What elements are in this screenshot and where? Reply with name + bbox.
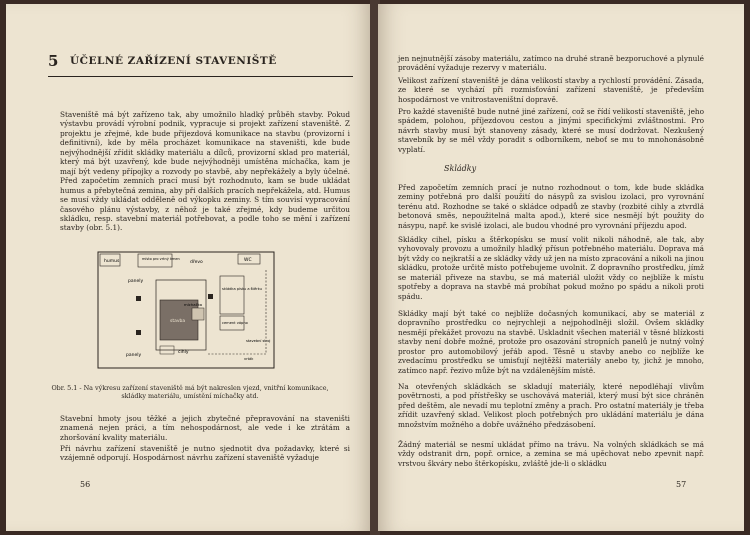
subheading-skladky: Skládky <box>444 164 477 173</box>
site-plan-figure <box>96 250 276 370</box>
left-paragraph-1-text: Staveniště má být zařízeno tak, aby umožnilo hladký průběh stavby. Pokud výstavbu provádí výrobní podnik, vypracuje si projekt zařízení staveniště. Z projektu je zřejmé, kde bude přijezdová komunikace na stavbu (provizorní i definitivní), kde by měla procházet komunikace na staveništi, kde bude nejvýhodnější zřídit skládky materiálu a dílců, provizorní sklad pro materiál, který má být uzavřený, kde bude nejvýhodněji umístěna míchačka, kam je mají být vedeny přípojky a rozvody po stavbě, aby nepřekážely a byly účelné. Před započetím zemních prací musí být rozhodnuto, kam se bude ukládat humus a přebytečná zemina, aby při dalších pracích nepřekážela, atd. Humus se musí vždy ukládat odděleně od výkopku zeminy. S tím souvisí vypracování časového plánu výstavby, z něhož je také zřejmé, kdy budeme určitou skládku, resp. stavební materiál potřebovat, a podle toho se mění i zařízení stavby (obr. 5.1). <box>60 110 350 233</box>
right-paragraph-5 <box>398 235 704 301</box>
label-panely-top: panely <box>128 279 144 284</box>
right-paragraph-1 <box>398 54 704 73</box>
sand-storage <box>220 276 244 314</box>
right-paragraph-8 <box>398 440 704 468</box>
right-paragraph-5-text: Skládky cihel, písku a štěrkopísku se musí volit nikoli náhodně, ale tak, aby vyhovovaly provozu a umožnily hladký přísun potřebného materiálu. Doprava má být vždy co nejkratší a ze skládky vždy už jen na místo zpracování a nikoli na jinou skládku, protože určitě místo potřebujeme uvolnit. Z dopravního prostředku, jímž se materiál přiveze na stavbu, se má materiál uložit vždy co nejblíže k místu spotřeby a doprava na stavbě má probíhat pokud možno po spádu a nikoli proti spádu. <box>398 235 704 301</box>
figure-caption: Obr. 5.1 - Na výkresu zařízení staveniště má být nakreslen vjezd, vnitřní komunikace, skládky materiálu, umístění míchačky atd. <box>51 384 329 401</box>
left-paragraph-3 <box>60 444 350 463</box>
page-number-left: 56 <box>80 480 91 489</box>
page-number-right: 57 <box>676 480 687 489</box>
right-paragraph-2-text: Velikost zařízení staveniště je dána velikostí stavby a rychlostí provádění. Zásada, ze které se vychází při rozmisťování zařízení staveniště, je především hospodárnost ve vnitrostaveništní dopravě. <box>398 76 704 104</box>
right-paragraph-6-text: Skládky mají být také co nejblíže dočasných komunikací, aby se materiál z dopravního prostředku co nejrychleji a nejpohodlněji složil. Ovšem skládky nesmějí překážet provozu na stavbě. Uskladnit všechen materiál v těsné blízkosti stavby není dobře možné, protože pro osazování stropních panelů je nutný volný prostor pro automobilový jeřáb apod. Těsně u stavby anebo co nejblíže ke zvedacímu prostředku se umisťují nejtěžší materiály anebo ty, jichž je mnoho, zatímco např. řezivo může být na vzdálenějším místě. <box>398 309 704 375</box>
crane-marker-1 <box>136 296 141 301</box>
left-paragraph-3-text: Při návrhu zařízení staveniště je nutno sjednotit dva požadavky, které si vzájemně odporují. Hospodárnost návrhu zařízení staveniště vyžaduje <box>60 444 350 463</box>
right-paragraph-2 <box>398 76 704 104</box>
right-paragraph-6 <box>398 309 704 375</box>
label-cihly: cihly <box>178 350 189 355</box>
label-stavba: stavba <box>170 319 186 324</box>
right-paragraph-3 <box>398 107 704 154</box>
right-paragraph-8-text: Žádný materiál se nesmí ukládat přímo na trávu. Na volných skládkách se má vždy odstranit drn, popř. ornice, a zemina se má upěchovat nebo zpevnit např. vrstvou škváry nebo štěrkopísku, zvláště jde-li o skládku <box>398 440 704 468</box>
label-storage: místo pro vrtný kmen <box>142 257 180 261</box>
mixer-box <box>192 308 204 320</box>
label-michacka: míchačka <box>184 302 203 307</box>
label-humus: humus <box>104 259 120 264</box>
right-paragraph-7-text: Na otevřených skládkách se skladují materiály, které nepodléhají vlivům povětrnosti, a pod přístřešky se uschovává materiál, který musí být sice chráněn před deštěm, ale nevadí mu teplotní změny a prach. Pro ostatní materiály je třeba zřídit uzavřený sklad. Velikost ploch potřebných pro ukládání materiálu je dána množstvím možného a dobře uvážného předzásobení. <box>398 382 704 429</box>
label-drevo: dřevo <box>190 260 203 265</box>
left-paragraph-2 <box>60 414 350 442</box>
right-paragraph-3-text: Pro každé staveniště bude nutné jiné zařízení, což se řídí velikostí staveniště, jeho spádem, polohou, příjezdovou cestou a jinými specifickými zvláštnostmi. Pro návrh stavby musí být stanoveny zásady, které se musí dodržovat. Nezkušený stavebník by se měl vždy poradit s odborníkem, neboť se mu to mnohonásobně vyplatí. <box>398 107 704 154</box>
chapter-rule <box>48 76 353 77</box>
crane-marker-3 <box>208 294 213 299</box>
right-paragraph-7 <box>398 382 704 429</box>
label-vrtak: vrták <box>244 357 254 361</box>
label-skladka: skládka písku a štěrku <box>222 287 262 291</box>
chapter-number: 5 <box>48 52 59 70</box>
crane-marker-2 <box>136 330 141 335</box>
label-wc: WC <box>244 258 252 263</box>
right-paragraph-4-text: Před započetím zemních prací je nutno rozhodnout o tom, kde bude skládka zeminy potřebná pro další použití do násypů za svislou izolaci, pro vyrovnání terénu atd. Rozhodne se také o skládce odpadů ze stavby (rozbité cihly a ztvrdlá betonová směs, nepoužitelná malta apod.), které sice nesmějí být použity do násypu, např. ke svislé izolaci, ale budou vhodné pro vyrovnání příjezdu apod. <box>398 183 704 230</box>
left-page <box>6 4 372 531</box>
chapter-title: ÚČELNÉ ZAŘÍZENÍ STAVENIŠTĚ <box>70 55 277 67</box>
left-paragraph-1 <box>60 110 350 233</box>
label-panely-bottom: panely <box>126 353 142 358</box>
label-stroj: stavební stroj <box>246 339 271 343</box>
right-page <box>378 4 744 531</box>
right-paragraph-4 <box>398 183 704 230</box>
label-cement: cement vápno <box>222 321 248 325</box>
right-paragraph-1-text: jen nejnutnější zásoby materiálu, zatímco na druhé straně bezporuchové a plynulé provádění vyžaduje rezervy v materiálu. <box>398 54 704 73</box>
left-paragraph-2-text: Stavební hmoty jsou těžké a jejich zbytečné přepravování na staveništi znamená nejen práci, a tím nehospodárnost, ale vede i ke ztrátám a zhoršování kvality materiálu. <box>60 414 350 442</box>
